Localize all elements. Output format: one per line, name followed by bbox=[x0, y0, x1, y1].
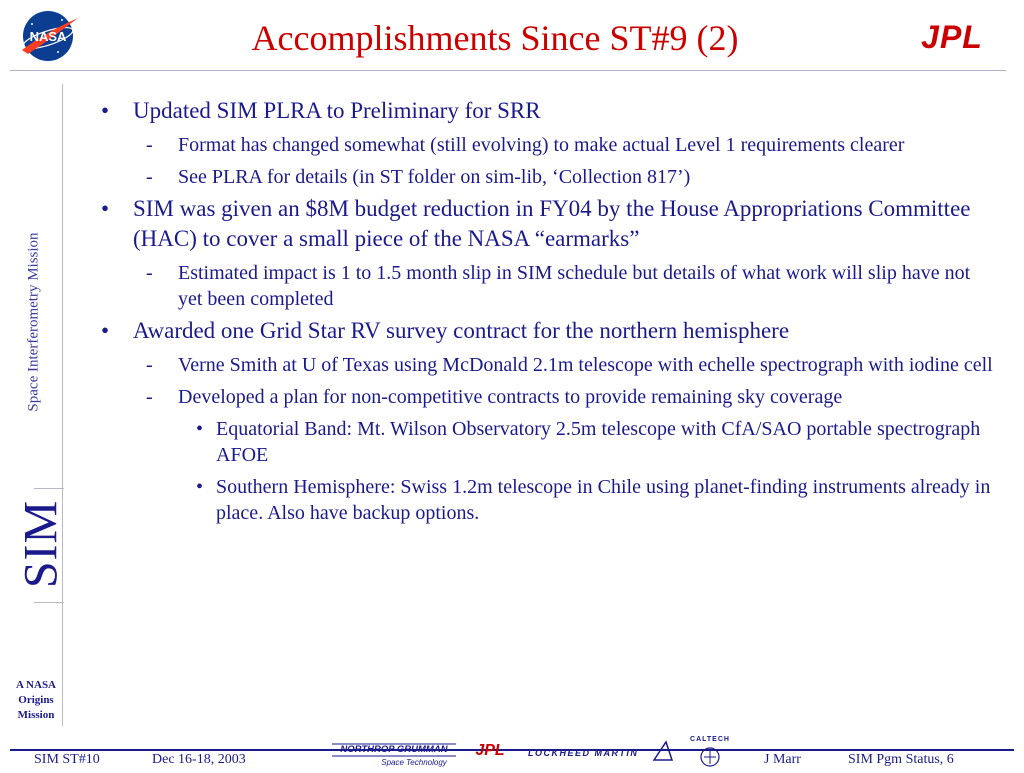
footer-divider bbox=[10, 749, 1014, 751]
sub-bullet-text: Format has changed somewhat (still evolving) to make actual Level 1 requirements clearer bbox=[178, 134, 905, 156]
sub-bullet-format bbox=[96, 132, 996, 158]
dash-marker: - bbox=[146, 354, 153, 376]
dash-marker: - bbox=[146, 134, 153, 156]
footer-date: Dec 16-18, 2003 bbox=[152, 752, 246, 767]
sub-bullet-plan bbox=[96, 384, 996, 410]
bullet-text: Awarded one Grid Star RV survey contract for the northern hemisphere bbox=[133, 318, 790, 343]
sidebar-sim-label: SIM bbox=[14, 499, 68, 589]
sub-bullet-see-plra bbox=[96, 164, 996, 190]
sub-bullet-verne-smith bbox=[96, 352, 996, 378]
svg-text:LOCKHEED MARTIN: LOCKHEED MARTIN bbox=[528, 748, 639, 758]
dash-marker: - bbox=[146, 166, 153, 188]
page-title: Accomplishments Since ST#9 (2) bbox=[251, 18, 739, 58]
bullet-marker: • bbox=[101, 98, 110, 123]
northrop-grumman-logo bbox=[330, 736, 458, 768]
jpl-footer-logo bbox=[470, 740, 510, 758]
sub-sub-bullet-equatorial bbox=[96, 416, 996, 468]
svg-text:NASA: NASA bbox=[29, 29, 67, 44]
bullet-marker: • bbox=[101, 318, 110, 343]
svg-text:NORTHROP GRUMMAN: NORTHROP GRUMMAN bbox=[340, 744, 448, 755]
jpl-logo bbox=[902, 20, 1002, 54]
sub-bullet-text: Estimated impact is 1 to 1.5 month slip in SIM schedule but details of what work will slip have not yet been completed bbox=[178, 262, 971, 310]
sim-bottom-rule bbox=[34, 602, 64, 603]
dash-marker: - bbox=[146, 262, 153, 284]
origins-line-1: A NASA bbox=[15, 679, 57, 691]
bullet-text: SIM was given an $8M budget reduction in FY04 by the House Appropriations Committee (HAC) to cover a small piece of the NASA “earmarks” bbox=[133, 196, 971, 251]
bullet-budget bbox=[96, 194, 996, 254]
bullet-marker: • bbox=[196, 476, 204, 498]
dash-marker: - bbox=[146, 386, 153, 408]
sim-top-rule bbox=[34, 488, 64, 489]
footer-meeting: SIM ST#10 bbox=[34, 752, 100, 767]
origins-line-2: Origins bbox=[18, 694, 54, 706]
sub-bullet-text: Developed a plan for non-competitive contracts to provide remaining sky coverage bbox=[178, 386, 843, 408]
sidebar-divider bbox=[62, 84, 63, 726]
title-divider bbox=[10, 70, 1006, 71]
svg-text:Space Technology: Space Technology bbox=[381, 758, 447, 767]
bullet-marker: • bbox=[101, 196, 110, 221]
sidebar-mission-label: Space Interferometry Mission bbox=[25, 232, 42, 412]
slide-body bbox=[96, 92, 996, 526]
bullet-plra bbox=[96, 96, 996, 126]
sub-bullet-text: Verne Smith at U of Texas using McDonald 2.1m telescope with echelle spectrograph with iodine cell bbox=[178, 354, 993, 376]
sub-bullet-impact bbox=[96, 260, 996, 312]
sub-sub-bullet-text: Equatorial Band: Mt. Wilson Observatory 2.5m telescope with CfA/SAO portable spectrograph AFOE bbox=[216, 418, 981, 466]
origins-mission-label bbox=[8, 678, 64, 723]
bullet-marker: • bbox=[196, 418, 204, 440]
bullet-text: Updated SIM PLRA to Preliminary for SRR bbox=[133, 98, 541, 123]
svg-text:JPL: JPL bbox=[475, 742, 505, 758]
caltech-logo bbox=[684, 732, 736, 768]
svg-text:JPL: JPL bbox=[921, 20, 983, 54]
footer-author: J Marr bbox=[764, 752, 801, 767]
lockheed-martin-logo bbox=[526, 738, 676, 764]
origins-line-3: Mission bbox=[17, 709, 55, 721]
sub-bullet-text: See PLRA for details (in ST folder on sim-lib, ‘Collection 817’) bbox=[178, 166, 691, 188]
sub-sub-bullet-southern bbox=[96, 474, 996, 526]
svg-text:CALTECH: CALTECH bbox=[690, 736, 730, 743]
bullet-grid-star bbox=[96, 316, 996, 346]
footer-page-number: SIM Pgm Status, 6 bbox=[848, 752, 954, 767]
sub-sub-bullet-text: Southern Hemisphere: Swiss 1.2m telescope in Chile using planet-finding instruments already in place. Also have backup options. bbox=[216, 476, 991, 524]
